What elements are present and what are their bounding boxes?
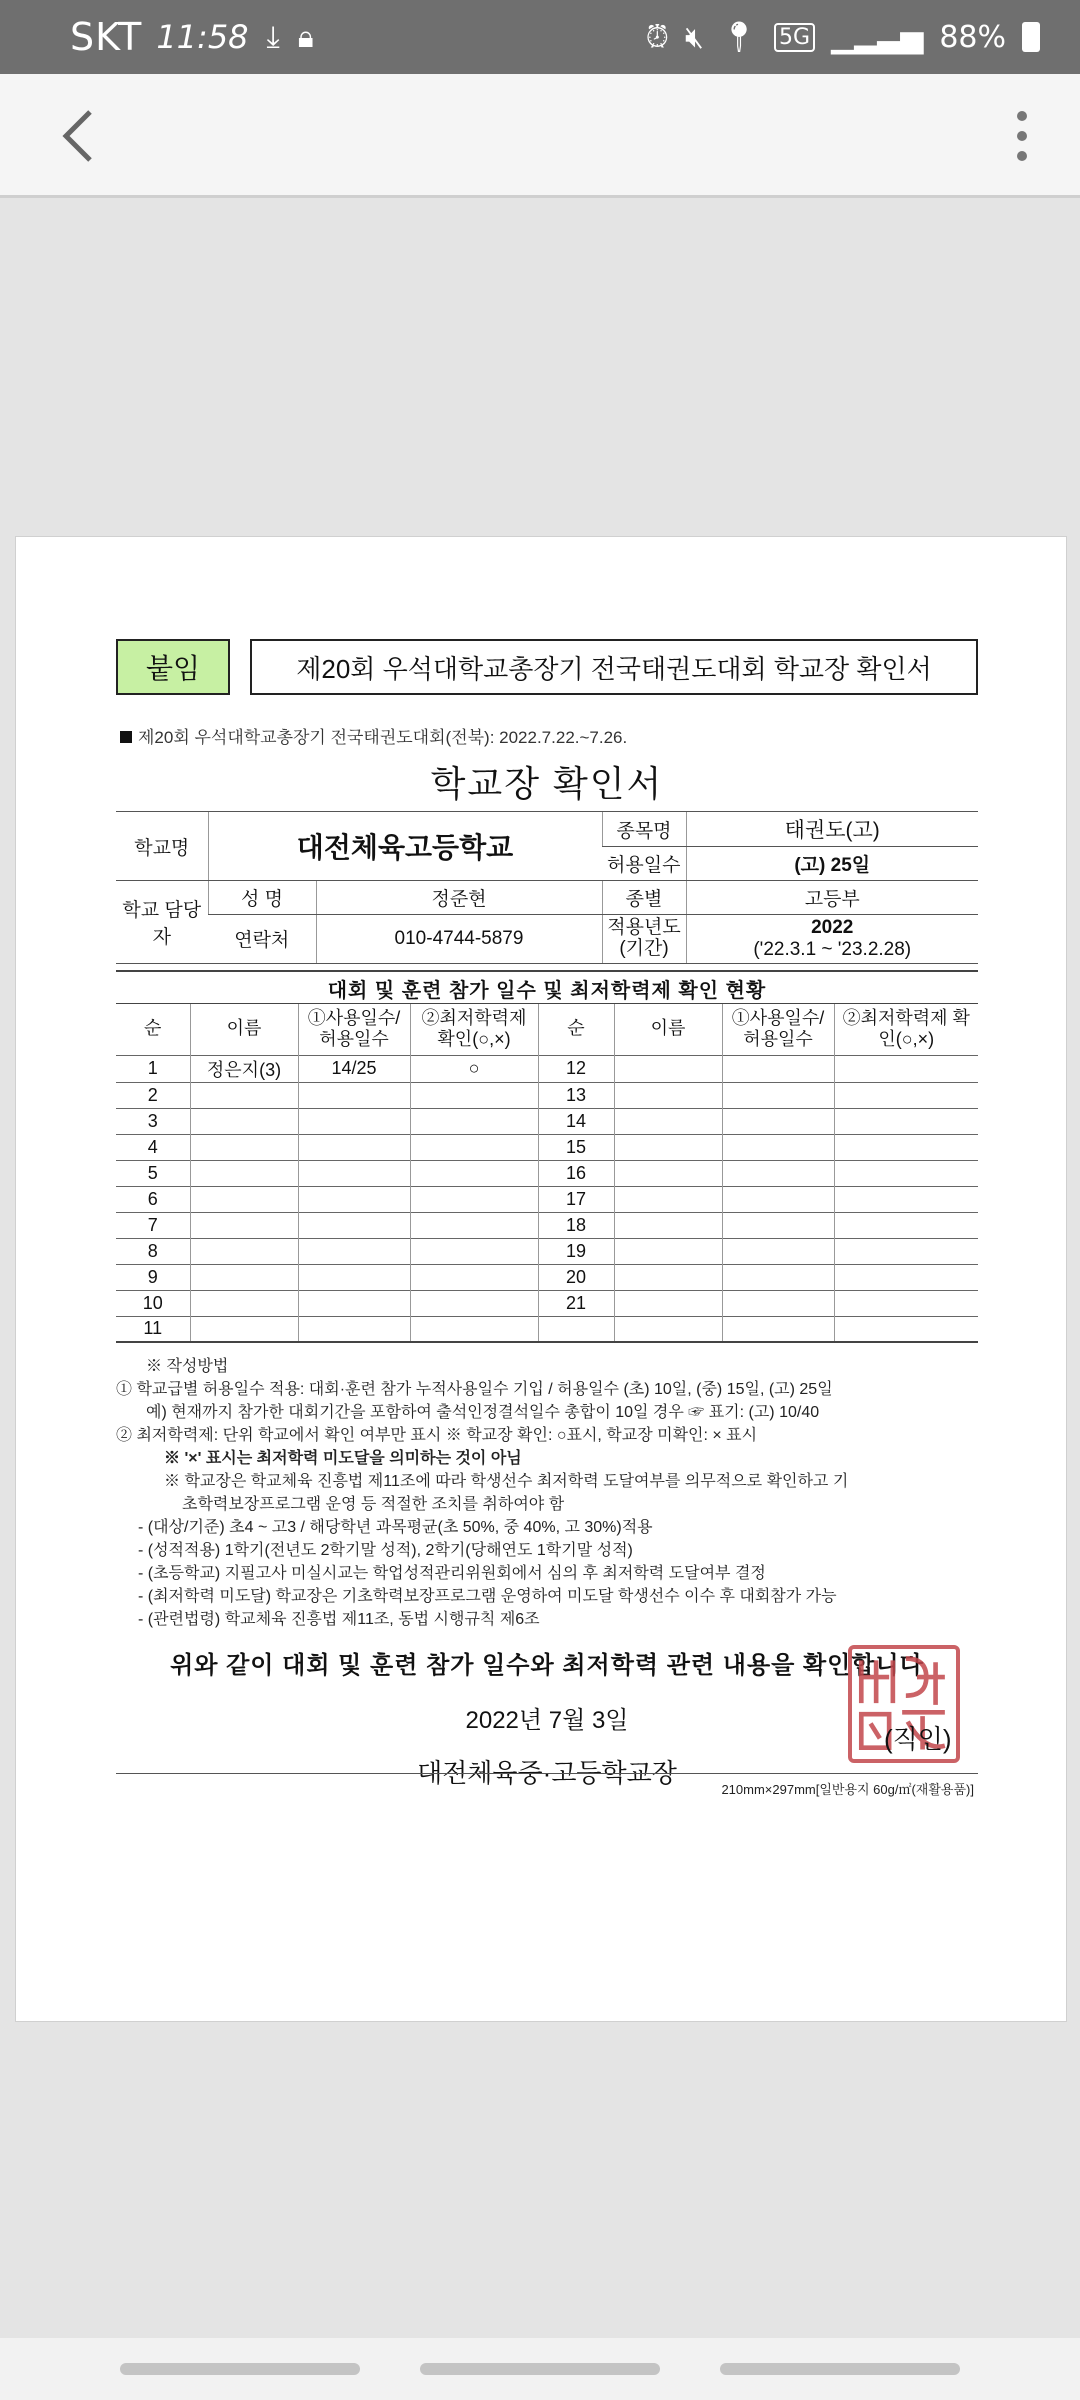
row-no-right: 21 xyxy=(538,1290,614,1316)
row-days-right xyxy=(722,1055,834,1082)
row-days xyxy=(298,1238,410,1264)
row-days xyxy=(298,1186,410,1212)
row-no-right: 12 xyxy=(538,1055,614,1082)
row-no: 5 xyxy=(116,1160,190,1186)
row-check xyxy=(410,1134,538,1160)
document-header xyxy=(116,639,978,695)
signal-icon: ▁▂▃▅ xyxy=(831,19,924,55)
more-vertical-icon xyxy=(1017,111,1027,121)
col-no: 순 xyxy=(116,1003,190,1055)
event-value: 태권도(고) xyxy=(686,812,978,847)
division-value: 고등부 xyxy=(686,881,978,915)
row-check xyxy=(410,1082,538,1108)
row-days xyxy=(298,1108,410,1134)
row-days-right xyxy=(722,1238,834,1264)
paper-spec: 210mm×297mm[일반용지 60g/㎡(재활용품)] xyxy=(721,1782,974,1797)
row-check-right xyxy=(834,1134,978,1160)
battery-label: 88% xyxy=(939,19,1006,55)
row-check-right xyxy=(834,1108,978,1134)
row-no: 1 xyxy=(116,1055,190,1082)
row-days-right xyxy=(722,1316,834,1342)
row-check-right xyxy=(834,1290,978,1316)
row-no-right: 14 xyxy=(538,1108,614,1134)
col-days-right: ①사용일수/ 허용일수 xyxy=(722,1003,834,1055)
row-days-right xyxy=(722,1290,834,1316)
row-name-right xyxy=(614,1238,722,1264)
back-button[interactable] xyxy=(40,98,116,174)
row-no: 9 xyxy=(116,1264,190,1290)
row-check-right xyxy=(834,1238,978,1264)
school-info-table xyxy=(116,811,978,964)
row-days-right xyxy=(722,1082,834,1108)
row-name: 정은지(3) xyxy=(190,1055,298,1082)
year-value: 2022 ('22.3.1 ~ '23.2.28) xyxy=(686,915,978,964)
network-5g-icon: 5G xyxy=(774,23,815,52)
row-name-right xyxy=(614,1290,722,1316)
row-name xyxy=(190,1238,298,1264)
name-label: 성 명 xyxy=(208,881,316,915)
row-days xyxy=(298,1134,410,1160)
row-no-right: 19 xyxy=(538,1238,614,1264)
section-title: 대회 및 훈련 참가 일수 및 최저학력제 확인 현황 xyxy=(116,970,978,1003)
status-icons xyxy=(646,20,1040,55)
row-days xyxy=(298,1160,410,1186)
row-no: 4 xyxy=(116,1134,190,1160)
lock-icon: 🔒︎ xyxy=(297,19,314,55)
row-days xyxy=(298,1212,410,1238)
row-name-right xyxy=(614,1212,722,1238)
row-no-right: 15 xyxy=(538,1134,614,1160)
col-name: 이름 xyxy=(190,1003,298,1055)
col-name-right: 이름 xyxy=(614,1003,722,1055)
row-check xyxy=(410,1108,538,1134)
participation-table xyxy=(116,1003,978,1344)
seal-label: (직인) xyxy=(884,1724,952,1754)
row-no: 11 xyxy=(116,1316,190,1342)
name-value: 정준현 xyxy=(316,881,602,915)
app-bar xyxy=(0,74,1080,198)
row-no: 3 xyxy=(116,1108,190,1134)
division-label: 종별 xyxy=(602,881,686,915)
row-name xyxy=(190,1134,298,1160)
nav-handle-right[interactable] xyxy=(720,2363,960,2375)
row-no-right: 17 xyxy=(538,1186,614,1212)
row-no: 6 xyxy=(116,1186,190,1212)
table-row xyxy=(116,1082,978,1108)
event-info: 제20회 우석대학교총장기 전국태권도대회(전북): 2022.7.22.~7.26. xyxy=(116,723,978,748)
row-name xyxy=(190,1082,298,1108)
row-days xyxy=(298,1264,410,1290)
row-check-right xyxy=(834,1186,978,1212)
instructions: ※ 작성방법 ① 학교급별 허용일수 적용: 대회·훈련 참가 누적사용일수 기입 / 허용일수 (초) 10일, (중) 15일, (고) 25일 예) 현재까지 참가한 대회기간을 포함하여 출석인정결석일수 총합이 10일 경우 ☞ 표기: (고) 10/40 ② 최저학력제: 단위 학교에서 확인 여부만 표시 ※ 학교장 확인: ○표시, 학교장 미확인: × 표시 ※ '×' 표시는 최저학력 미도달을 의미하는 것이 아님 ※ 학교장은 학교체육 진흥법 제11조에 따라 학생선수 최저학력 도달여부를 의무적으로 확인하고 기 초학력보장프로그램 운영 등 적절한 조치를 취하여야 함 - (대상/기준) 초4 ~ 고3 / 해당학년 과목평균(초 50%, 중 40%, 고 30%)적용 - (성적적용) 1학기(전년도 2학기말 성적), 2학기(당해연도 1학기말 성적) - (초등학교) 지필고사 미실시교는 학업성적관리위원회에서 심의 후 최저학력 도달여부 결정 - (최저학력 미도달) 학교장은 기초학력보장프로그램 운영하여 미도달 학생선수 이수 후 대회참가 가능 - (관련법령) 학교체육 진흥법 제11조, 동법 시행규칙 제6조 xyxy=(116,1358,849,1629)
row-no-right: 18 xyxy=(538,1212,614,1238)
mute-icon: 🔇︎ xyxy=(684,19,704,55)
table-row xyxy=(116,1290,978,1316)
chevron-left-icon xyxy=(58,108,98,164)
row-days-right xyxy=(722,1264,834,1290)
col-check: ②최저학력제 확인(○,×) xyxy=(410,1003,538,1055)
nav-handle-center[interactable] xyxy=(420,2363,660,2375)
table-row xyxy=(116,1264,978,1290)
main-title: 학교장 확인서 xyxy=(430,763,664,804)
row-no-right: 13 xyxy=(538,1082,614,1108)
event-label: 종목명 xyxy=(602,812,686,847)
more-options-button[interactable] xyxy=(984,98,1060,174)
row-check xyxy=(410,1186,538,1212)
attachment-badge: 붙임 xyxy=(116,639,230,695)
footer-divider xyxy=(116,1773,978,1774)
document-page[interactable] xyxy=(15,536,1067,2022)
contact-value: 010-4744-5879 xyxy=(316,915,602,964)
row-no: 7 xyxy=(116,1212,190,1238)
row-days xyxy=(298,1290,410,1316)
contact-label: 연락처 xyxy=(208,915,316,964)
document-date: 2022년 7월 3일 xyxy=(465,1707,629,1735)
row-check-right xyxy=(834,1264,978,1290)
table-row xyxy=(116,1108,978,1134)
location-icon: 📍︎ xyxy=(719,19,758,55)
row-days xyxy=(298,1082,410,1108)
principal-signature: 대전체육중·고등학교장 xyxy=(417,1758,677,1789)
row-check-right xyxy=(834,1082,978,1108)
document-content xyxy=(116,639,978,1797)
table-row xyxy=(116,1316,978,1342)
row-check-right xyxy=(834,1160,978,1186)
school-label: 학교명 xyxy=(116,812,208,881)
row-name xyxy=(190,1290,298,1316)
confirmation-text: 위와 같이 대회 및 훈련 참가 일수와 최저학력 관련 내용을 확인합니다 xyxy=(170,1652,924,1680)
battery-icon xyxy=(1022,22,1040,52)
row-name-right xyxy=(614,1108,722,1134)
row-name xyxy=(190,1108,298,1134)
row-check xyxy=(410,1264,538,1290)
alarm-icon: ⏰︎ xyxy=(645,19,669,55)
col-days: ①사용일수/ 허용일수 xyxy=(298,1003,410,1055)
row-no-right: 20 xyxy=(538,1264,614,1290)
row-name-right xyxy=(614,1186,722,1212)
row-no-right: 16 xyxy=(538,1160,614,1186)
row-days-right xyxy=(722,1134,834,1160)
row-days-right xyxy=(722,1186,834,1212)
square-bullet-icon xyxy=(120,731,132,743)
allowed-days-label: 허용일수 xyxy=(602,847,686,881)
table-row xyxy=(116,1186,978,1212)
gesture-navigation-bar xyxy=(0,2338,1080,2400)
school-value: 대전체육고등학교 xyxy=(208,812,602,881)
row-days xyxy=(298,1316,410,1342)
row-name xyxy=(190,1186,298,1212)
year-label: 적용년도 (기간) xyxy=(602,915,686,964)
row-name xyxy=(190,1264,298,1290)
carrier-label: SKT xyxy=(70,15,143,59)
row-days-right xyxy=(722,1160,834,1186)
participation-rows xyxy=(116,1055,978,1342)
row-name-right xyxy=(614,1264,722,1290)
row-name-right xyxy=(614,1316,722,1342)
row-check: ○ xyxy=(410,1055,538,1082)
clock: 11:58 xyxy=(156,18,249,56)
table-row xyxy=(116,1134,978,1160)
row-name-right xyxy=(614,1160,722,1186)
row-no: 10 xyxy=(116,1290,190,1316)
row-name xyxy=(190,1212,298,1238)
row-check-right xyxy=(834,1212,978,1238)
nav-handle-left[interactable] xyxy=(120,2363,360,2375)
status-bar xyxy=(0,0,1080,74)
row-check-right xyxy=(834,1316,978,1342)
row-no: 8 xyxy=(116,1238,190,1264)
download-icon: ⤓ xyxy=(266,19,280,55)
table-row xyxy=(116,1238,978,1264)
row-check-right xyxy=(834,1055,978,1082)
row-check xyxy=(410,1212,538,1238)
table-row xyxy=(116,1212,978,1238)
row-days-right xyxy=(722,1212,834,1238)
row-name-right xyxy=(614,1082,722,1108)
row-name xyxy=(190,1316,298,1342)
row-check xyxy=(410,1160,538,1186)
row-no: 2 xyxy=(116,1082,190,1108)
staff-label: 학교 담당자 xyxy=(116,881,208,964)
table-row xyxy=(116,1160,978,1186)
row-name-right xyxy=(614,1134,722,1160)
row-check xyxy=(410,1290,538,1316)
document-header-title: 제20회 우석대학교총장기 전국태권도대회 학교장 확인서 xyxy=(250,639,978,695)
row-days-right xyxy=(722,1108,834,1134)
col-no-right: 순 xyxy=(538,1003,614,1055)
allowed-days-value: (고) 25일 xyxy=(686,847,978,881)
row-check xyxy=(410,1316,538,1342)
col-check-right: ②최저학력제 확인(○,×) xyxy=(834,1003,978,1055)
row-days: 14/25 xyxy=(298,1055,410,1082)
row-name-right xyxy=(614,1055,722,1082)
row-name xyxy=(190,1160,298,1186)
row-check xyxy=(410,1238,538,1264)
table-row xyxy=(116,1055,978,1082)
row-no-right xyxy=(538,1316,614,1342)
